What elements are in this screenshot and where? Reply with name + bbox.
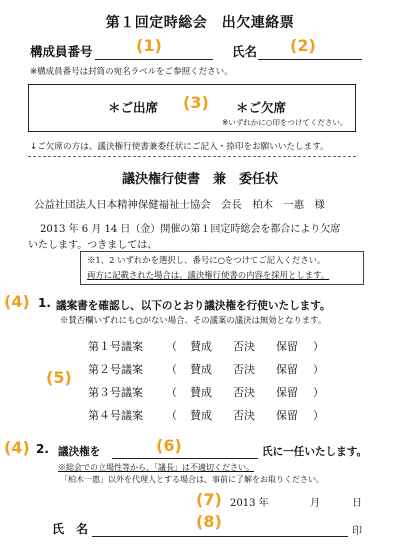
addressee: 公益社団法人日本精神保健福祉士協会 会長 柏木 一惠 様 xyxy=(34,199,325,211)
form-title: 第１回定時総会 出欠連絡票 xyxy=(105,15,295,31)
section1-number: 1. xyxy=(38,296,51,310)
section2-note-1: ※総会での立場性等から、「議長」は不適切ください。 xyxy=(58,463,254,472)
marker-3: (3) xyxy=(183,93,209,112)
boxed-note-2: 両方に記載された場合は、議決権行使書の内容を採用とします。 xyxy=(87,270,330,280)
member-number-note: ※構成員番号は封筒の宛名ラベルをご参照ください。 xyxy=(30,67,233,77)
date-day[interactable]: 日 xyxy=(352,498,362,509)
vote-abstain[interactable]: 保留 xyxy=(276,363,298,376)
vote-label: 第４号議案 xyxy=(88,409,143,422)
body-line-2: いたします。つきましては、 xyxy=(28,240,158,251)
vote-row-1 xyxy=(88,338,324,354)
member-number-label: 構成員番号 xyxy=(30,44,93,59)
vote-approve[interactable]: 賛成 xyxy=(190,409,212,422)
vote-row-2 xyxy=(88,361,324,377)
marker-7: (7) xyxy=(196,490,222,509)
date-month[interactable]: 月 xyxy=(310,498,320,509)
section2-note-2: 「柏木一惠」以外を代理人とする場合は、事前に了解をお取りください。 xyxy=(60,475,324,484)
marker-4a: (4) xyxy=(4,292,30,311)
proxy-name-field[interactable] xyxy=(112,458,258,459)
open-paren: （ xyxy=(166,363,177,376)
vote-reject[interactable]: 否決 xyxy=(233,363,255,376)
vote-approve[interactable]: 賛成 xyxy=(190,363,212,376)
section2-number: 2. xyxy=(36,442,49,456)
section2-text-after: 氏に一任いたします。 xyxy=(262,446,368,458)
section1-note: ※賛否欄いずれにも○がない場合、その議案の議決は無効となります。 xyxy=(60,315,327,325)
vote-label: 第２号議案 xyxy=(88,363,143,376)
signature-name-label: 氏 名 xyxy=(52,522,89,536)
section1-text: 議案書を確認し、以下のとおり議決権を行使いたします。 xyxy=(56,300,331,312)
member-number-field[interactable] xyxy=(95,59,213,60)
signature-field[interactable] xyxy=(92,536,348,537)
close-paren: ） xyxy=(313,340,324,353)
date-year[interactable]: 2013 年 xyxy=(230,498,269,509)
vote-label: 第３号議案 xyxy=(88,386,143,399)
seal-mark: 印 xyxy=(352,526,362,537)
open-paren: （ xyxy=(166,340,177,353)
vote-reject[interactable]: 否決 xyxy=(233,409,255,422)
vote-reject[interactable]: 否決 xyxy=(233,340,255,353)
vote-row-3 xyxy=(88,384,324,400)
vote-approve[interactable]: 賛成 xyxy=(190,386,212,399)
name-label: 氏名 xyxy=(232,44,258,59)
marker-4b: (4) xyxy=(4,438,30,457)
attendance-note: ※いずれかに○印をつけてください。 xyxy=(222,118,348,127)
cut-line xyxy=(28,156,356,157)
attend-option[interactable]: ＊ご出席 xyxy=(108,100,159,115)
marker-1: (1) xyxy=(136,36,162,55)
body-line-1: 2013 年 6 月 14 日（金）開催の第１回定時総会を都合により欠席 xyxy=(40,224,341,235)
absent-instruction: ↓ご欠席の方は、議決権行使書兼委任状にご記入・捺印をお願いいたします。 xyxy=(30,142,329,152)
open-paren: （ xyxy=(166,386,177,399)
proxy-title: 議決権行使書 兼 委任状 xyxy=(121,172,278,187)
marker-2: (2) xyxy=(290,36,316,55)
vote-reject[interactable]: 否決 xyxy=(233,386,255,399)
vote-abstain[interactable]: 保留 xyxy=(276,386,298,399)
open-paren: （ xyxy=(166,409,177,422)
name-field[interactable] xyxy=(258,59,362,60)
marker-5: (5) xyxy=(46,368,72,387)
marker-6: (6) xyxy=(156,436,182,455)
vote-row-4 xyxy=(88,407,324,423)
close-paren: ） xyxy=(313,386,324,399)
vote-abstain[interactable]: 保留 xyxy=(276,340,298,353)
vote-abstain[interactable]: 保留 xyxy=(276,409,298,422)
marker-8: (8) xyxy=(196,512,222,531)
close-paren: ） xyxy=(313,363,324,376)
close-paren: ） xyxy=(313,409,324,422)
boxed-note-1: ※1、2 いずれかを選択し、番号に○をつけてご記入ください。 xyxy=(87,255,326,265)
section2-text-before: 議決権を xyxy=(58,446,101,458)
absent-option[interactable]: ＊ご欠席 xyxy=(236,100,287,115)
vote-label: 第１号議案 xyxy=(88,340,143,353)
vote-approve[interactable]: 賛成 xyxy=(190,340,212,353)
